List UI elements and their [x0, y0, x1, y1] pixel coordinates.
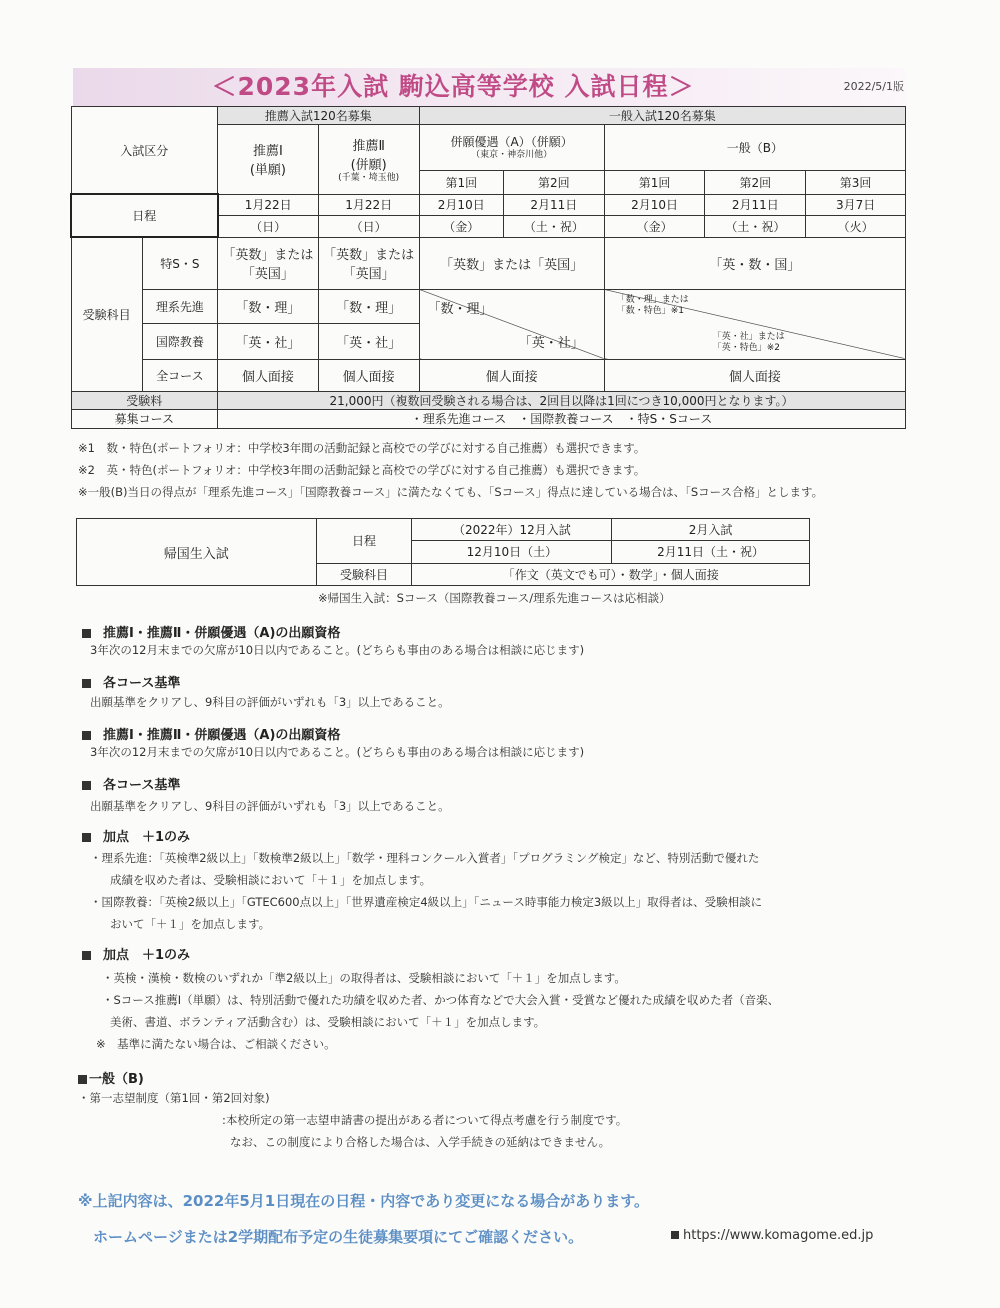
kikoku-dec-date: 12月10日（土）	[412, 541, 612, 563]
course-all-label: 全コース	[142, 359, 217, 391]
kokusai-ippan	[713, 332, 785, 354]
footer-confirm: ホームページまたは2学期配布予定の生徒募集要項にてご確認ください。	[93, 1228, 584, 1246]
round-b1: 第1回	[604, 170, 705, 194]
course-rikei-label: 理系先進	[142, 289, 217, 323]
date-b3: 3月7日	[806, 194, 906, 215]
section-line-5-4: おいて「＋１」を加点します。	[110, 917, 271, 931]
round-b2: 第2回	[705, 170, 806, 194]
fee-value: 21,000円（複数回受験される場合は、2回目以降は1回につき10,000円となります。）	[218, 391, 906, 409]
rikei-suisen2: 「数・理」	[318, 289, 419, 323]
kokusai-suisen1: 「英・社」	[218, 323, 319, 359]
round-b3: 第3回	[806, 170, 906, 194]
section-title-3: 推薦Ⅰ・推薦Ⅱ・併願優遇（A)の出願資格	[82, 724, 340, 743]
day-s2: （日）	[318, 215, 419, 237]
section-line-6-4: ※ 基準に満たない場合は、ご相談ください。	[96, 1037, 336, 1051]
ss-suisen2: 「英数」または「英国」	[318, 237, 419, 289]
date-a2: 2月11日	[503, 194, 604, 215]
section-title-1: 推薦Ⅰ・推薦Ⅱ・併願優遇（A)の出願資格	[82, 622, 340, 641]
day-a2: （土・祝）	[503, 215, 604, 237]
kikoku-dec-header: （2022年）12月入試	[412, 519, 612, 541]
rikei-ippan-line2: 「数・特色」※1	[616, 305, 685, 316]
kikoku-note: ※帰国生入試：Sコース（国際教養コース/理系先進コースは応相談）	[318, 591, 671, 605]
kikoku-kamoku-label: 受験科目	[316, 563, 412, 585]
course-list: ・理系先進コース ・国際教養コース ・特S・Sコース	[218, 409, 906, 428]
mensetsu-ippan: 個人面接	[604, 359, 905, 391]
note-3: ※一般(B)当日の得点が「理系先進コース」「国際教養コース」に満たなくても、「Sコース」得点に達している場合は、「Sコース合格」とします。	[78, 485, 824, 499]
suisen2-note: (千葉・埼玉他)	[338, 172, 400, 183]
suisen2-label: 推薦Ⅱ	[352, 138, 385, 154]
kikoku-label: 帰国生入試	[77, 519, 317, 586]
day-b1: （金）	[604, 215, 705, 237]
note-2: ※2 英・特色(ポートフォリオ：中学校3年間の活動記録と高校での学びに対する自己推薦）も選択できます。	[78, 463, 646, 477]
mensetsu-suisen1: 個人面接	[218, 359, 319, 391]
section-title-2: 各コース基準	[82, 672, 180, 691]
square-bullet-icon	[82, 679, 91, 688]
section-body-1: 3年次の12月末までの欠席が10日以内であること。(どちらも事由のある場合は相談に応じます)	[90, 643, 585, 657]
page-title: ＜2023年入試 駒込高等学校 入試日程＞	[211, 72, 695, 101]
square-bullet-icon	[671, 1231, 679, 1239]
footer-notice: ※上記内容は、2022年5月1日現在の日程・内容であり変更になる場合があります。	[78, 1192, 650, 1210]
suisen2-sub: (併願)	[350, 157, 387, 173]
kikoku-feb-date: 2月11日（土・祝）	[612, 541, 810, 563]
mensetsu-suisen2: 個人面接	[318, 359, 419, 391]
fee-label: 受験料	[71, 391, 218, 409]
section-title-7: 一般（B)	[78, 1068, 144, 1087]
heigan-header	[419, 125, 604, 171]
ippan-b-header: 一般（B）	[604, 125, 905, 171]
date-s2: 1月22日	[318, 194, 419, 215]
kokusai-ippan-line1: 「英・社」または	[712, 331, 785, 342]
kokusai-heigan: 「英・社」	[518, 335, 584, 351]
suisen-group-header: 推薦入試120名募集	[218, 107, 420, 125]
date-s1: 1月22日	[218, 194, 319, 215]
heigan-label: 併願優遇（A）（併願）	[450, 135, 573, 150]
section-body-4: 出願基準をクリアし、9科目の評価がいずれも「3」以上であること。	[90, 799, 450, 813]
rikei-kokusai-ippan	[604, 289, 905, 359]
section-title-5: 加点 ＋1のみ	[82, 826, 190, 845]
juken-header: 受験科目	[71, 237, 142, 391]
rikei-heigan: 「数・理」	[427, 301, 493, 317]
kubun-header: 入試区分	[71, 107, 218, 195]
version-label: 2022/5/1版	[843, 80, 904, 93]
kikoku-subjects: 「作文（英文でも可）・数学」・個人面接	[412, 563, 810, 585]
kikoku-table	[76, 518, 810, 586]
ss-ippan: 「英・数・国」	[604, 237, 905, 289]
day-b2: （土・祝）	[705, 215, 806, 237]
date-b1: 2月10日	[604, 194, 705, 215]
square-bullet-icon	[82, 951, 91, 960]
kikoku-nittei-label: 日程	[316, 519, 412, 564]
date-b2: 2月11日	[705, 194, 806, 215]
section-line-6-3: 美術、書道、ボランティア活動含む）は、受験相談において「＋１」を加点します。	[110, 1015, 546, 1029]
footer-url[interactable]	[671, 1228, 873, 1243]
heigan-note: （東京・神奈川他）	[471, 150, 553, 161]
course-kokusai-label: 国際教養	[142, 323, 217, 359]
ss-suisen1: 「英数」または「英国」	[218, 237, 319, 289]
nittei-header: 日程	[71, 194, 218, 237]
section-line-7-1: ・第一志望制度（第1回・第2回対象)	[78, 1091, 270, 1105]
rikei-ippan	[617, 295, 689, 317]
kokusai-suisen2: 「英・社」	[318, 323, 419, 359]
course-ss-label: 特S・S	[142, 237, 217, 289]
square-bullet-icon	[82, 781, 91, 790]
rikei-ippan-line1: 「数・理」または	[616, 294, 689, 305]
ss-heigan: 「英数」または「英国」	[419, 237, 604, 289]
section-line-6-2: ・Sコース推薦Ⅰ（単願）は、特別活動で優れた功績を収めた者、かつ体育などで大会入賞・受賞など優れた成績を収めた者（音楽、	[102, 993, 780, 1007]
url-text[interactable]: https://www.komagome.ed.jp	[683, 1228, 874, 1243]
rikei-kokusai-heigan	[419, 289, 604, 359]
kokusai-ippan-line2: 「英・特色」※2	[712, 342, 781, 353]
suisen1-sub: (単願)	[249, 163, 286, 179]
rikei-suisen1: 「数・理」	[218, 289, 319, 323]
section-line-7-2: :本校所定の第一志望申請書の提出がある者について得点考慮を行う制度です。	[222, 1113, 628, 1127]
section-body-3: 3年次の12月末までの欠席が10日以内であること。(どちらも事由のある場合は相談に応じます)	[90, 745, 585, 759]
kikoku-feb-header: 2月入試	[612, 519, 810, 541]
ippan-group-header: 一般入試120名募集	[419, 107, 905, 125]
section-title-4: 各コース基準	[82, 774, 180, 793]
day-a1: （金）	[419, 215, 503, 237]
suisen1-header	[218, 125, 319, 195]
date-a1: 2月10日	[419, 194, 503, 215]
day-s1: （日）	[218, 215, 319, 237]
suisen2-header	[318, 125, 419, 195]
suisen1-label: 推薦Ⅰ	[252, 144, 283, 160]
section-line-6-1: ・英検・漢検・数検のいずれか「準2級以上」の取得者は、受験相談において「＋１」を加点します。	[102, 971, 626, 985]
section-line-5-2: 成績を収めた者は、受験相談において「＋１」を加点します。	[110, 873, 432, 887]
note-1: ※1 数・特色(ポートフォリオ：中学校3年間の活動記録と高校での学びに対する自己推薦）も選択できます。	[78, 441, 646, 455]
day-b3: （火）	[806, 215, 906, 237]
round-a2: 第2回	[503, 170, 604, 194]
section-line-7-3: なお、この制度により合格した場合は、入学手続きの延納はできません。	[230, 1135, 611, 1149]
square-bullet-icon	[82, 629, 91, 638]
schedule-table	[70, 106, 906, 429]
course-label: 募集コース	[71, 409, 218, 428]
section-line-5-1: ・理系先進：「英検準2級以上」「数検準2級以上」「数学・理科コンクール入賞者」「プログラミング検定」など、特別活動で優れた	[90, 851, 760, 865]
square-bullet-icon	[82, 833, 91, 842]
section-body-2: 出願基準をクリアし、9科目の評価がいずれも「3」以上であること。	[90, 695, 450, 709]
square-bullet-icon	[82, 731, 91, 740]
square-bullet-icon	[78, 1075, 87, 1084]
round-a1: 第1回	[419, 170, 503, 194]
mensetsu-heigan: 個人面接	[419, 359, 604, 391]
section-title-6: 加点 ＋1のみ	[82, 944, 190, 963]
section-line-5-3: ・国際教養：「英検2級以上」「GTEC600点以上」「世界遺産検定4級以上」「ニュース時事能力検定3級以上」取得者は、受験相談に	[90, 895, 763, 909]
